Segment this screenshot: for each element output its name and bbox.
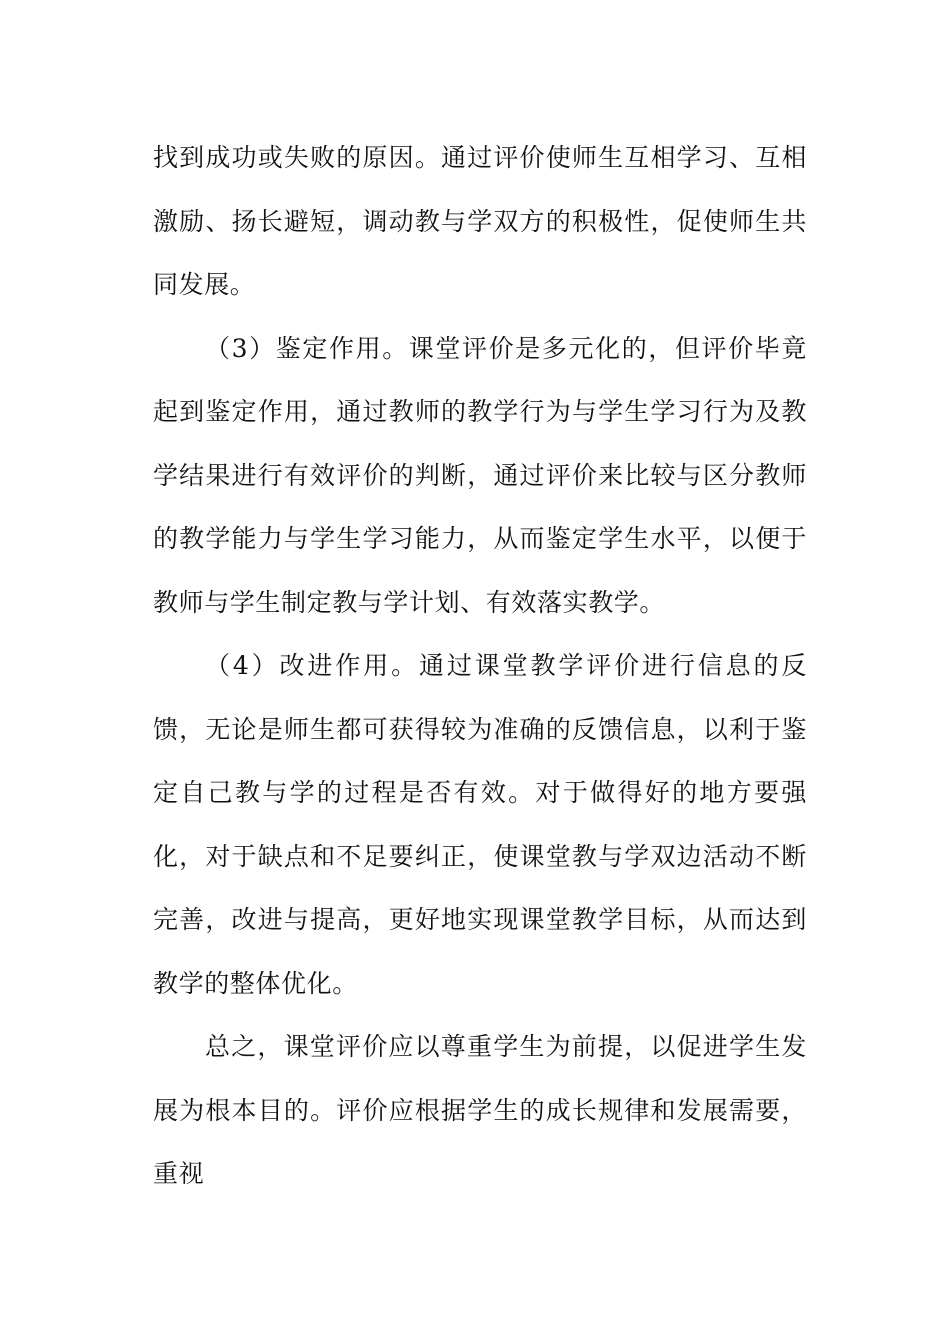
document-body [153, 126, 807, 1206]
paragraph-improvement-role: （4）改进作用。通过课堂教学评价进行信息的反馈，无论是师生都可获得较为准确的反馈信息，以利于鉴定自己教与学的过程是否有效。对于做得好的地方要强化，对于缺点和不足要纠正，使课堂教与学双边活动不断完善，改进与提高，更好地实现课堂教学目标，从而达到教学的整体优化。 [153, 651, 807, 998]
paragraph-summary: 总之，课堂评价应以尊重学生为前提，以促进学生发展为根本目的。评价应根据学生的成长规律和发展需要，重视 [153, 1032, 807, 1188]
paragraph-continuation: 找到成功或失败的原因。通过评价使师生互相学习、互相激励、扬长避短，调动教与学双方的积极性，促使师生共同发展。 [153, 143, 807, 299]
paragraph-identification-role: （3）鉴定作用。课堂评价是多元化的，但评价毕竟起到鉴定作用，通过教师的教学行为与学生学习行为及教学结果进行有效评价的判断，通过评价来比较与区分教师的教学能力与学生学习能力，从而鉴定学生水平，以便于教师与学生制定教与学计划、有效落实教学。 [153, 333, 807, 617]
